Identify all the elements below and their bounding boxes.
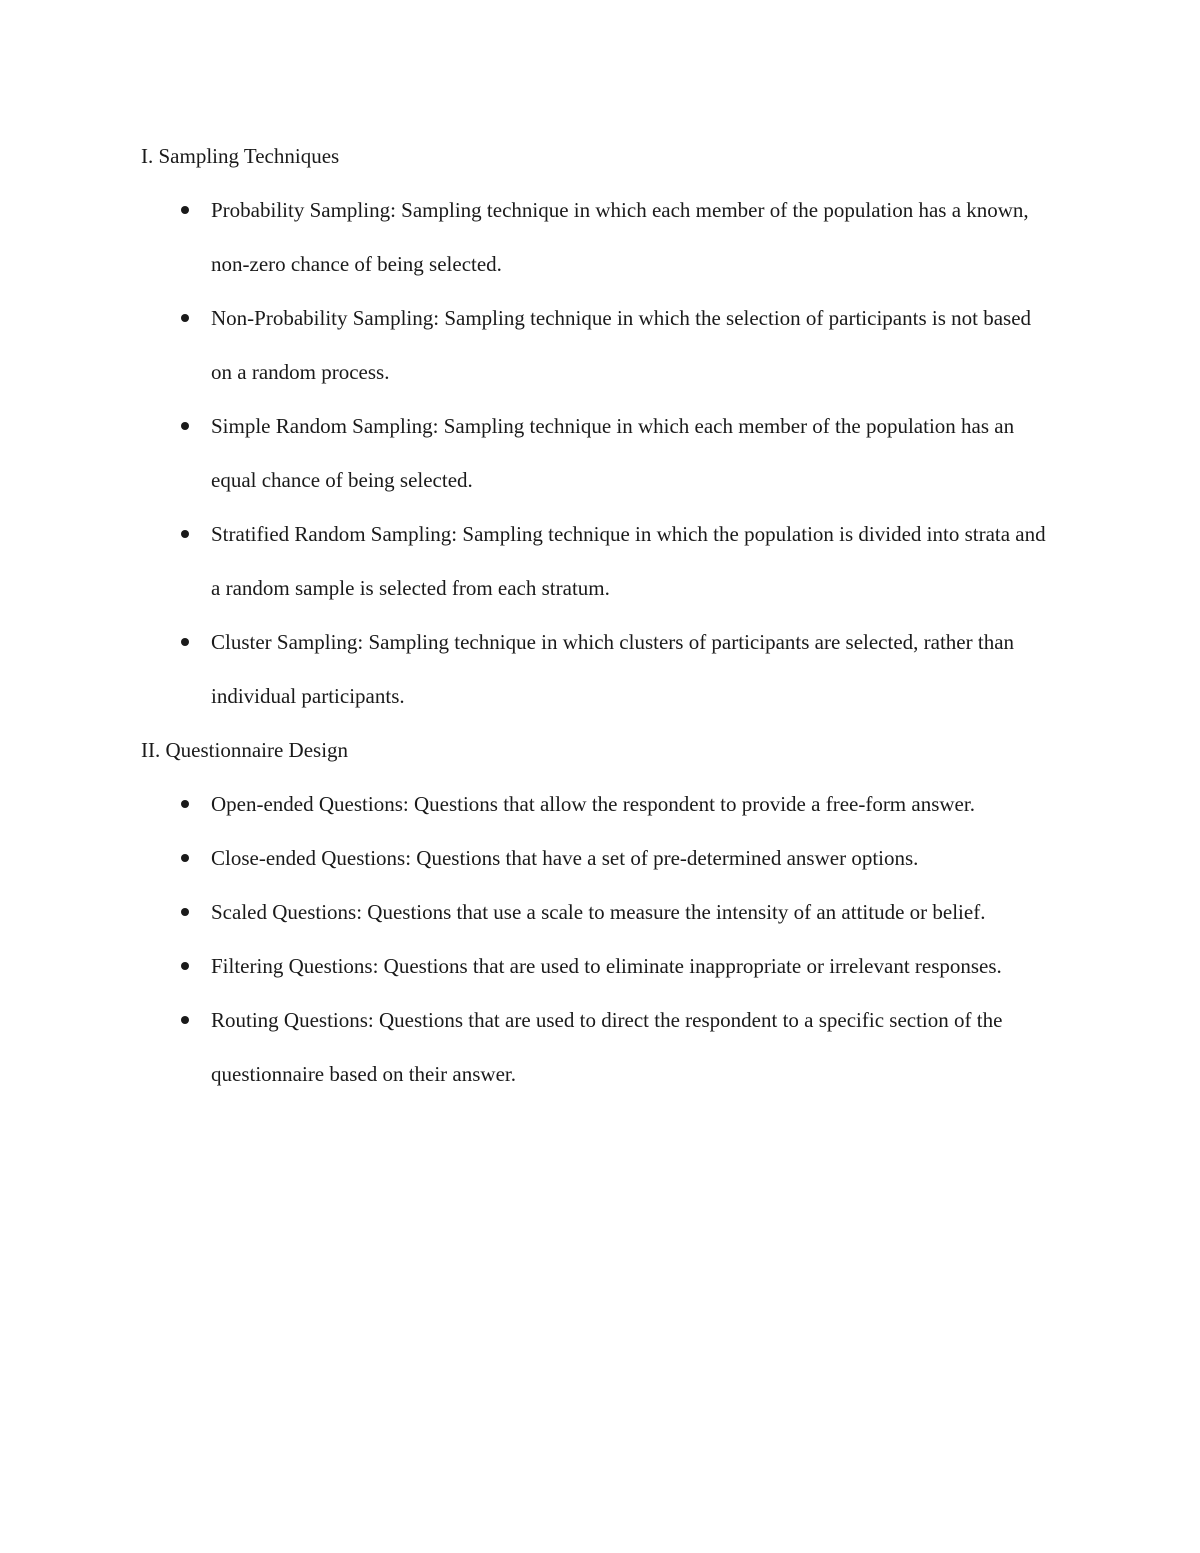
list-item [141, 777, 1061, 831]
bullet-icon [181, 422, 189, 430]
list-item-text: Filtering Questions: Questions that are used to eliminate inappropriate or irrelevant responses. [211, 954, 1002, 978]
bullet-icon [181, 908, 189, 916]
list-item-text: Cluster Sampling: Sampling technique in which clusters of participants are selected, rather than individual participants. [211, 630, 1015, 708]
section-heading-sampling-techniques: I. Sampling Techniques [141, 144, 340, 168]
list-item [141, 993, 1061, 1101]
list-item-text: Stratified Random Sampling: Sampling technique in which the population is divided into strata and a random sample is selected from each stratum. [211, 522, 1046, 600]
list-item [141, 507, 1061, 615]
list-item [141, 885, 1061, 939]
list-item-text: Open-ended Questions: Questions that allow the respondent to provide a free-form answer. [211, 792, 975, 816]
list-item [141, 291, 1061, 399]
list-item [141, 399, 1061, 507]
bullet-icon [181, 854, 189, 862]
bullet-icon [181, 206, 189, 214]
section-heading-questionnaire-design: II. Questionnaire Design [141, 738, 349, 762]
list-item [141, 831, 1061, 885]
bullet-icon [181, 1016, 189, 1024]
list-item [141, 615, 1061, 723]
list-item-text: Probability Sampling: Sampling technique in which each member of the population has a known, non-zero chance of being selected. [211, 198, 1029, 276]
list-item-text: Scaled Questions: Questions that use a scale to measure the intensity of an attitude or belief. [211, 900, 986, 924]
sampling-techniques-list [141, 183, 1061, 723]
list-item-text: Non-Probability Sampling: Sampling technique in which the selection of participants is not based on a random process. [211, 306, 1032, 384]
bullet-icon [181, 314, 189, 322]
bullet-icon [181, 638, 189, 646]
list-item [141, 183, 1061, 291]
list-item-text: Routing Questions: Questions that are used to direct the respondent to a specific section of the questionnaire based on their answer. [211, 1008, 1003, 1086]
bullet-icon [181, 962, 189, 970]
list-item-text: Simple Random Sampling: Sampling technique in which each member of the population has an equal chance of being selected. [211, 414, 1015, 492]
bullet-icon [181, 530, 189, 538]
list-item-text: Close-ended Questions: Questions that have a set of pre-determined answer options. [211, 846, 919, 870]
questionnaire-design-list [141, 777, 1061, 1101]
list-item [141, 939, 1061, 993]
bullet-icon [181, 800, 189, 808]
document-body [141, 129, 1061, 1101]
